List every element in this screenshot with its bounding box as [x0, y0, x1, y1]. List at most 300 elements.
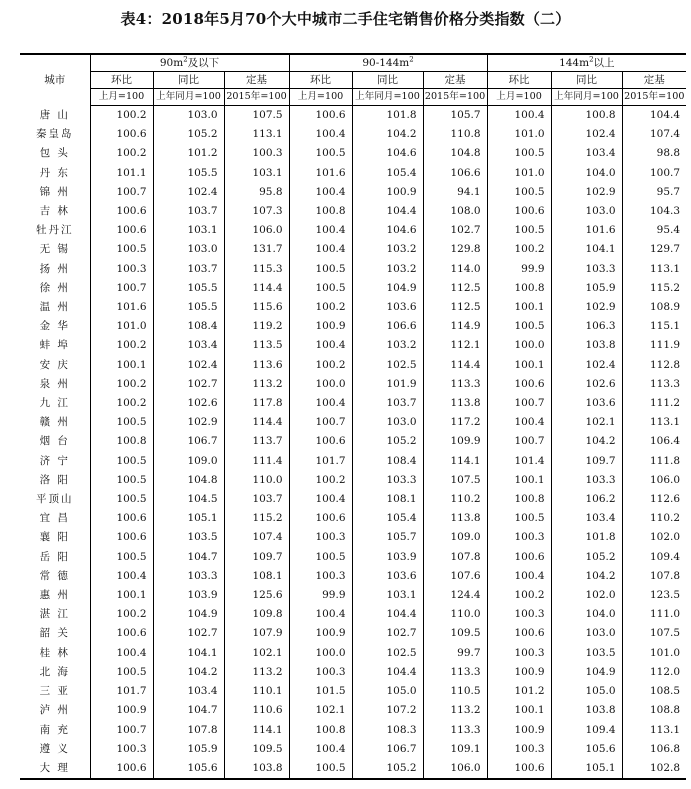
index-value: 113.3	[622, 375, 686, 394]
index-value: 100.2	[487, 586, 551, 605]
index-value: 103.1	[352, 586, 423, 605]
table-header	[20, 54, 686, 106]
sub-column-header: 定基	[224, 72, 289, 89]
index-value: 100.3	[289, 528, 352, 547]
index-value: 99.7	[423, 644, 487, 663]
index-value: 100.3	[289, 663, 352, 682]
city-name: 济 宁	[20, 452, 90, 471]
city-name: 金 华	[20, 317, 90, 336]
index-value: 100.6	[289, 432, 352, 451]
index-value: 109.0	[153, 452, 224, 471]
index-value: 103.0	[153, 106, 224, 126]
index-value: 103.3	[551, 260, 622, 279]
index-value: 111.2	[622, 394, 686, 413]
index-value: 107.9	[224, 624, 289, 643]
index-value: 104.4	[622, 106, 686, 126]
sub-column-header: 环比	[90, 72, 153, 89]
index-value: 98.8	[622, 144, 686, 163]
index-value: 101.0	[622, 644, 686, 663]
index-value: 100.9	[487, 663, 551, 682]
index-value: 102.1	[224, 644, 289, 663]
index-value: 107.8	[622, 567, 686, 586]
index-value: 103.7	[224, 490, 289, 509]
index-value: 100.5	[487, 144, 551, 163]
index-value: 102.9	[551, 298, 622, 317]
city-name: 牡丹江	[20, 221, 90, 240]
city-name: 唐 山	[20, 106, 90, 126]
index-value: 106.8	[622, 740, 686, 759]
index-value: 112.1	[423, 336, 487, 355]
index-value: 100.1	[116, 589, 147, 602]
index-value: 100.9	[116, 704, 147, 717]
index-value: 103.4	[153, 336, 224, 355]
index-value: 117.2	[423, 413, 487, 432]
table-row	[20, 298, 686, 317]
index-value: 103.7	[153, 202, 224, 221]
table-body	[20, 106, 686, 780]
index-value: 111.8	[622, 452, 686, 471]
index-value: 103.7	[352, 394, 423, 413]
index-value: 125.6	[224, 586, 289, 605]
index-value: 105.5	[153, 164, 224, 183]
index-value: 108.5	[622, 682, 686, 701]
city-name: 南 充	[20, 721, 90, 740]
index-value: 104.0	[551, 605, 622, 624]
index-value: 112.5	[423, 279, 487, 298]
index-value: 100.4	[487, 106, 551, 126]
index-value: 100.4	[289, 394, 352, 413]
index-value: 100.4	[289, 183, 352, 202]
city-name: 蚌 埠	[20, 336, 90, 355]
index-value: 107.6	[423, 567, 487, 586]
index-value: 102.1	[551, 413, 622, 432]
index-value: 110.1	[224, 682, 289, 701]
index-value: 100.0	[487, 336, 551, 355]
table-row	[20, 567, 686, 586]
table-row	[20, 279, 686, 298]
index-value: 103.0	[551, 202, 622, 221]
base-period-header: 上年同月=100	[551, 89, 622, 106]
index-value: 105.4	[352, 164, 423, 183]
index-value: 115.2	[622, 279, 686, 298]
index-value: 109.1	[423, 740, 487, 759]
base-period-header: 2015年=100	[423, 89, 487, 106]
city-name: 惠 州	[20, 586, 90, 605]
index-value: 105.0	[551, 682, 622, 701]
table-row	[20, 375, 686, 394]
index-value: 108.1	[224, 567, 289, 586]
city-name: 岳 阳	[20, 548, 90, 567]
index-value: 110.2	[423, 490, 487, 509]
table-row	[20, 221, 686, 240]
table-row	[20, 125, 686, 144]
table-row	[20, 759, 686, 779]
index-value: 115.3	[224, 260, 289, 279]
city-name: 遵 义	[20, 740, 90, 759]
index-value: 100.5	[487, 221, 551, 240]
index-value: 104.2	[352, 125, 423, 144]
index-value: 105.2	[153, 125, 224, 144]
index-value: 95.4	[622, 221, 686, 240]
index-value: 101.6	[551, 221, 622, 240]
base-period-header: 上月=100	[289, 89, 352, 106]
index-value: 103.3	[153, 567, 224, 586]
index-value: 100.6	[116, 224, 147, 237]
index-value: 100.3	[487, 528, 551, 547]
index-value: 114.4	[224, 413, 289, 432]
index-value: 110.0	[224, 471, 289, 490]
index-value: 103.2	[352, 260, 423, 279]
index-value: 102.0	[551, 586, 622, 605]
sub-column-header: 定基	[622, 72, 686, 89]
index-value: 100.5	[116, 454, 147, 467]
index-value: 103.1	[224, 164, 289, 183]
index-value: 119.2	[224, 317, 289, 336]
index-value: 107.8	[153, 721, 224, 740]
city-name: 秦皇岛	[20, 125, 90, 144]
base-period-header: 2015年=100	[224, 89, 289, 106]
index-value: 113.3	[423, 375, 487, 394]
city-name: 温 州	[20, 298, 90, 317]
index-value: 105.9	[153, 740, 224, 759]
index-value: 100.5	[116, 416, 147, 429]
city-name: 泸 州	[20, 701, 90, 720]
index-value: 107.8	[423, 548, 487, 567]
index-value: 105.2	[352, 432, 423, 451]
index-value: 100.1	[487, 471, 551, 490]
index-value: 115.1	[622, 317, 686, 336]
city-name: 湛 江	[20, 605, 90, 624]
index-value: 105.2	[352, 759, 423, 779]
index-value: 100.2	[116, 377, 147, 390]
table-row	[20, 432, 686, 451]
index-value: 100.5	[116, 493, 147, 506]
index-value: 105.2	[551, 548, 622, 567]
index-value: 104.7	[153, 701, 224, 720]
table-row	[20, 164, 686, 183]
index-value: 100.7	[116, 185, 147, 198]
index-value: 100.5	[289, 279, 352, 298]
index-value: 102.9	[153, 413, 224, 432]
city-name: 吉 林	[20, 202, 90, 221]
index-value: 113.5	[224, 336, 289, 355]
index-value: 106.7	[352, 740, 423, 759]
index-value: 100.2	[116, 147, 147, 160]
index-value: 101.4	[487, 452, 551, 471]
index-value: 103.3	[352, 471, 423, 490]
index-value: 101.2	[153, 144, 224, 163]
index-value: 101.8	[352, 106, 423, 126]
index-value: 100.2	[289, 471, 352, 490]
index-value: 105.1	[153, 509, 224, 528]
index-value: 101.7	[289, 452, 352, 471]
index-value: 100.6	[487, 624, 551, 643]
index-value: 100.5	[289, 759, 352, 779]
index-value: 100.6	[487, 759, 551, 779]
index-value: 104.1	[153, 644, 224, 663]
index-value: 106.0	[423, 759, 487, 779]
sub-column-header: 同比	[352, 72, 423, 89]
city-name: 无 锡	[20, 240, 90, 259]
table-row	[20, 548, 686, 567]
index-value: 106.2	[551, 490, 622, 509]
index-value: 99.9	[487, 260, 551, 279]
table-row	[20, 701, 686, 720]
index-value: 100.2	[116, 397, 147, 410]
index-value: 113.1	[224, 125, 289, 144]
index-value: 104.9	[551, 663, 622, 682]
index-value: 101.0	[487, 164, 551, 183]
index-value: 104.2	[153, 663, 224, 682]
index-value: 102.7	[352, 624, 423, 643]
index-value: 100.4	[289, 605, 352, 624]
index-value: 106.4	[622, 432, 686, 451]
index-value: 114.0	[423, 260, 487, 279]
index-value: 100.4	[289, 336, 352, 355]
index-value: 101.5	[289, 682, 352, 701]
index-value: 100.4	[289, 240, 352, 259]
index-value: 113.3	[423, 663, 487, 682]
base-period-header: 上月=100	[487, 89, 551, 106]
index-value: 108.0	[423, 202, 487, 221]
index-value: 103.9	[352, 548, 423, 567]
index-value: 100.7	[116, 281, 147, 294]
index-value: 104.5	[153, 490, 224, 509]
index-value: 104.3	[622, 202, 686, 221]
table-row	[20, 394, 686, 413]
index-value: 100.4	[289, 490, 352, 509]
index-value: 123.5	[622, 586, 686, 605]
index-value: 103.8	[224, 759, 289, 779]
index-value: 109.4	[551, 721, 622, 740]
table-row	[20, 183, 686, 202]
index-value: 100.5	[487, 183, 551, 202]
index-value: 100.7	[622, 164, 686, 183]
table-row	[20, 509, 686, 528]
index-value: 107.4	[224, 528, 289, 547]
index-value: 100.5	[116, 243, 147, 256]
index-value: 110.0	[423, 605, 487, 624]
index-value: 104.1	[551, 240, 622, 259]
index-value: 109.4	[622, 548, 686, 567]
index-value: 105.6	[551, 740, 622, 759]
index-value: 100.4	[289, 740, 352, 759]
index-value: 106.0	[622, 471, 686, 490]
index-value: 103.0	[352, 413, 423, 432]
index-value: 114.1	[224, 721, 289, 740]
table-row	[20, 336, 686, 355]
index-value: 100.8	[551, 106, 622, 126]
index-value: 114.1	[423, 452, 487, 471]
city-name: 丹 东	[20, 164, 90, 183]
index-value: 100.4	[116, 569, 147, 582]
base-period-header: 上年同月=100	[352, 89, 423, 106]
index-value: 113.2	[423, 701, 487, 720]
index-value: 103.4	[551, 509, 622, 528]
index-value: 109.5	[224, 740, 289, 759]
index-value: 103.5	[551, 644, 622, 663]
index-value: 100.6	[116, 205, 147, 218]
index-value: 100.1	[487, 356, 551, 375]
sub-column-header: 定基	[423, 72, 487, 89]
index-value: 100.9	[289, 317, 352, 336]
index-value: 104.6	[352, 144, 423, 163]
index-value: 114.4	[423, 356, 487, 375]
sub-column-header: 环比	[487, 72, 551, 89]
index-value: 108.4	[352, 452, 423, 471]
index-value: 100.7	[487, 432, 551, 451]
index-value: 100.8	[487, 279, 551, 298]
index-value: 113.1	[622, 260, 686, 279]
index-value: 100.6	[487, 548, 551, 567]
index-value: 103.6	[352, 298, 423, 317]
index-value: 103.4	[153, 682, 224, 701]
index-value: 104.8	[423, 144, 487, 163]
index-value: 100.5	[289, 144, 352, 163]
city-name: 九 江	[20, 394, 90, 413]
index-value: 100.5	[289, 548, 352, 567]
index-value: 100.9	[289, 624, 352, 643]
table-row	[20, 721, 686, 740]
index-value: 110.8	[423, 125, 487, 144]
index-value: 102.6	[551, 375, 622, 394]
index-value: 100.2	[289, 298, 352, 317]
index-value: 108.4	[153, 317, 224, 336]
index-value: 100.4	[116, 646, 147, 659]
index-value: 100.5	[487, 317, 551, 336]
index-value: 113.1	[622, 413, 686, 432]
city-column-header: 城市	[20, 54, 90, 106]
index-value: 100.7	[289, 413, 352, 432]
index-value: 104.8	[153, 471, 224, 490]
index-value: 113.7	[224, 432, 289, 451]
index-value: 103.9	[153, 586, 224, 605]
table-row	[20, 605, 686, 624]
index-value: 109.5	[423, 624, 487, 643]
index-value: 100.3	[224, 144, 289, 163]
index-value: 113.6	[224, 356, 289, 375]
index-value: 100.0	[289, 375, 352, 394]
index-value: 103.6	[551, 394, 622, 413]
index-value: 100.7	[116, 723, 147, 736]
index-value: 103.1	[153, 221, 224, 240]
index-value: 102.4	[551, 356, 622, 375]
base-period-header: 上年同月=100	[153, 89, 224, 106]
table-row	[20, 413, 686, 432]
index-value: 100.3	[116, 742, 147, 755]
index-value: 105.7	[423, 106, 487, 126]
index-value: 104.2	[551, 567, 622, 586]
table-row	[20, 624, 686, 643]
index-value: 124.4	[423, 586, 487, 605]
index-value: 100.2	[116, 339, 147, 352]
index-value: 100.2	[289, 356, 352, 375]
index-value: 100.2	[487, 240, 551, 259]
index-value: 100.9	[487, 721, 551, 740]
index-value: 105.9	[551, 279, 622, 298]
index-value: 95.8	[224, 183, 289, 202]
index-value: 108.9	[622, 298, 686, 317]
index-value: 113.2	[224, 375, 289, 394]
index-value: 100.6	[487, 375, 551, 394]
index-value: 100.8	[487, 490, 551, 509]
index-value: 103.2	[352, 240, 423, 259]
index-value: 100.5	[116, 550, 147, 563]
index-value: 110.2	[622, 509, 686, 528]
index-value: 100.5	[289, 260, 352, 279]
index-value: 102.7	[153, 375, 224, 394]
index-value: 103.5	[153, 528, 224, 547]
table-row	[20, 356, 686, 375]
index-value: 100.3	[487, 605, 551, 624]
table-row	[20, 471, 686, 490]
index-value: 109.9	[423, 432, 487, 451]
index-value: 103.7	[153, 260, 224, 279]
city-name: 平顶山	[20, 490, 90, 509]
index-value: 102.1	[289, 701, 352, 720]
index-value: 112.0	[622, 663, 686, 682]
index-value: 100.6	[487, 202, 551, 221]
index-value: 103.8	[551, 701, 622, 720]
index-value: 111.4	[224, 452, 289, 471]
index-value: 102.6	[153, 394, 224, 413]
index-value: 113.3	[423, 721, 487, 740]
index-value: 105.4	[352, 509, 423, 528]
sub-column-header: 环比	[289, 72, 352, 89]
index-value: 106.7	[153, 432, 224, 451]
index-value: 100.6	[116, 627, 147, 640]
index-value: 131.7	[224, 240, 289, 259]
index-value: 105.6	[153, 759, 224, 779]
base-period-header: 上月=100	[90, 89, 153, 106]
index-value: 95.7	[622, 183, 686, 202]
index-value: 101.0	[487, 125, 551, 144]
index-value: 100.9	[352, 183, 423, 202]
index-value: 106.0	[224, 221, 289, 240]
index-value: 100.3	[116, 262, 147, 275]
index-value: 104.2	[551, 432, 622, 451]
city-name: 包 头	[20, 144, 90, 163]
index-value: 112.6	[622, 490, 686, 509]
index-value: 107.5	[622, 624, 686, 643]
index-value: 100.4	[289, 221, 352, 240]
index-value: 106.3	[551, 317, 622, 336]
index-value: 112.8	[622, 356, 686, 375]
price-index-table	[20, 53, 686, 780]
index-value: 100.7	[487, 394, 551, 413]
city-name: 扬 州	[20, 260, 90, 279]
index-value: 101.2	[487, 682, 551, 701]
index-value: 109.7	[551, 452, 622, 471]
index-value: 108.1	[352, 490, 423, 509]
table-row	[20, 586, 686, 605]
index-value: 100.8	[289, 721, 352, 740]
table-row	[20, 682, 686, 701]
index-value: 100.1	[116, 358, 147, 371]
sub-column-header: 同比	[551, 72, 622, 89]
index-value: 112.5	[423, 298, 487, 317]
index-value: 104.4	[352, 663, 423, 682]
city-name: 北 海	[20, 663, 90, 682]
index-value: 113.2	[224, 663, 289, 682]
index-value: 101.9	[352, 375, 423, 394]
index-value: 102.0	[622, 528, 686, 547]
table-row	[20, 663, 686, 682]
index-value: 102.4	[551, 125, 622, 144]
index-value: 104.9	[153, 605, 224, 624]
city-name: 桂 林	[20, 644, 90, 663]
table-row	[20, 144, 686, 163]
